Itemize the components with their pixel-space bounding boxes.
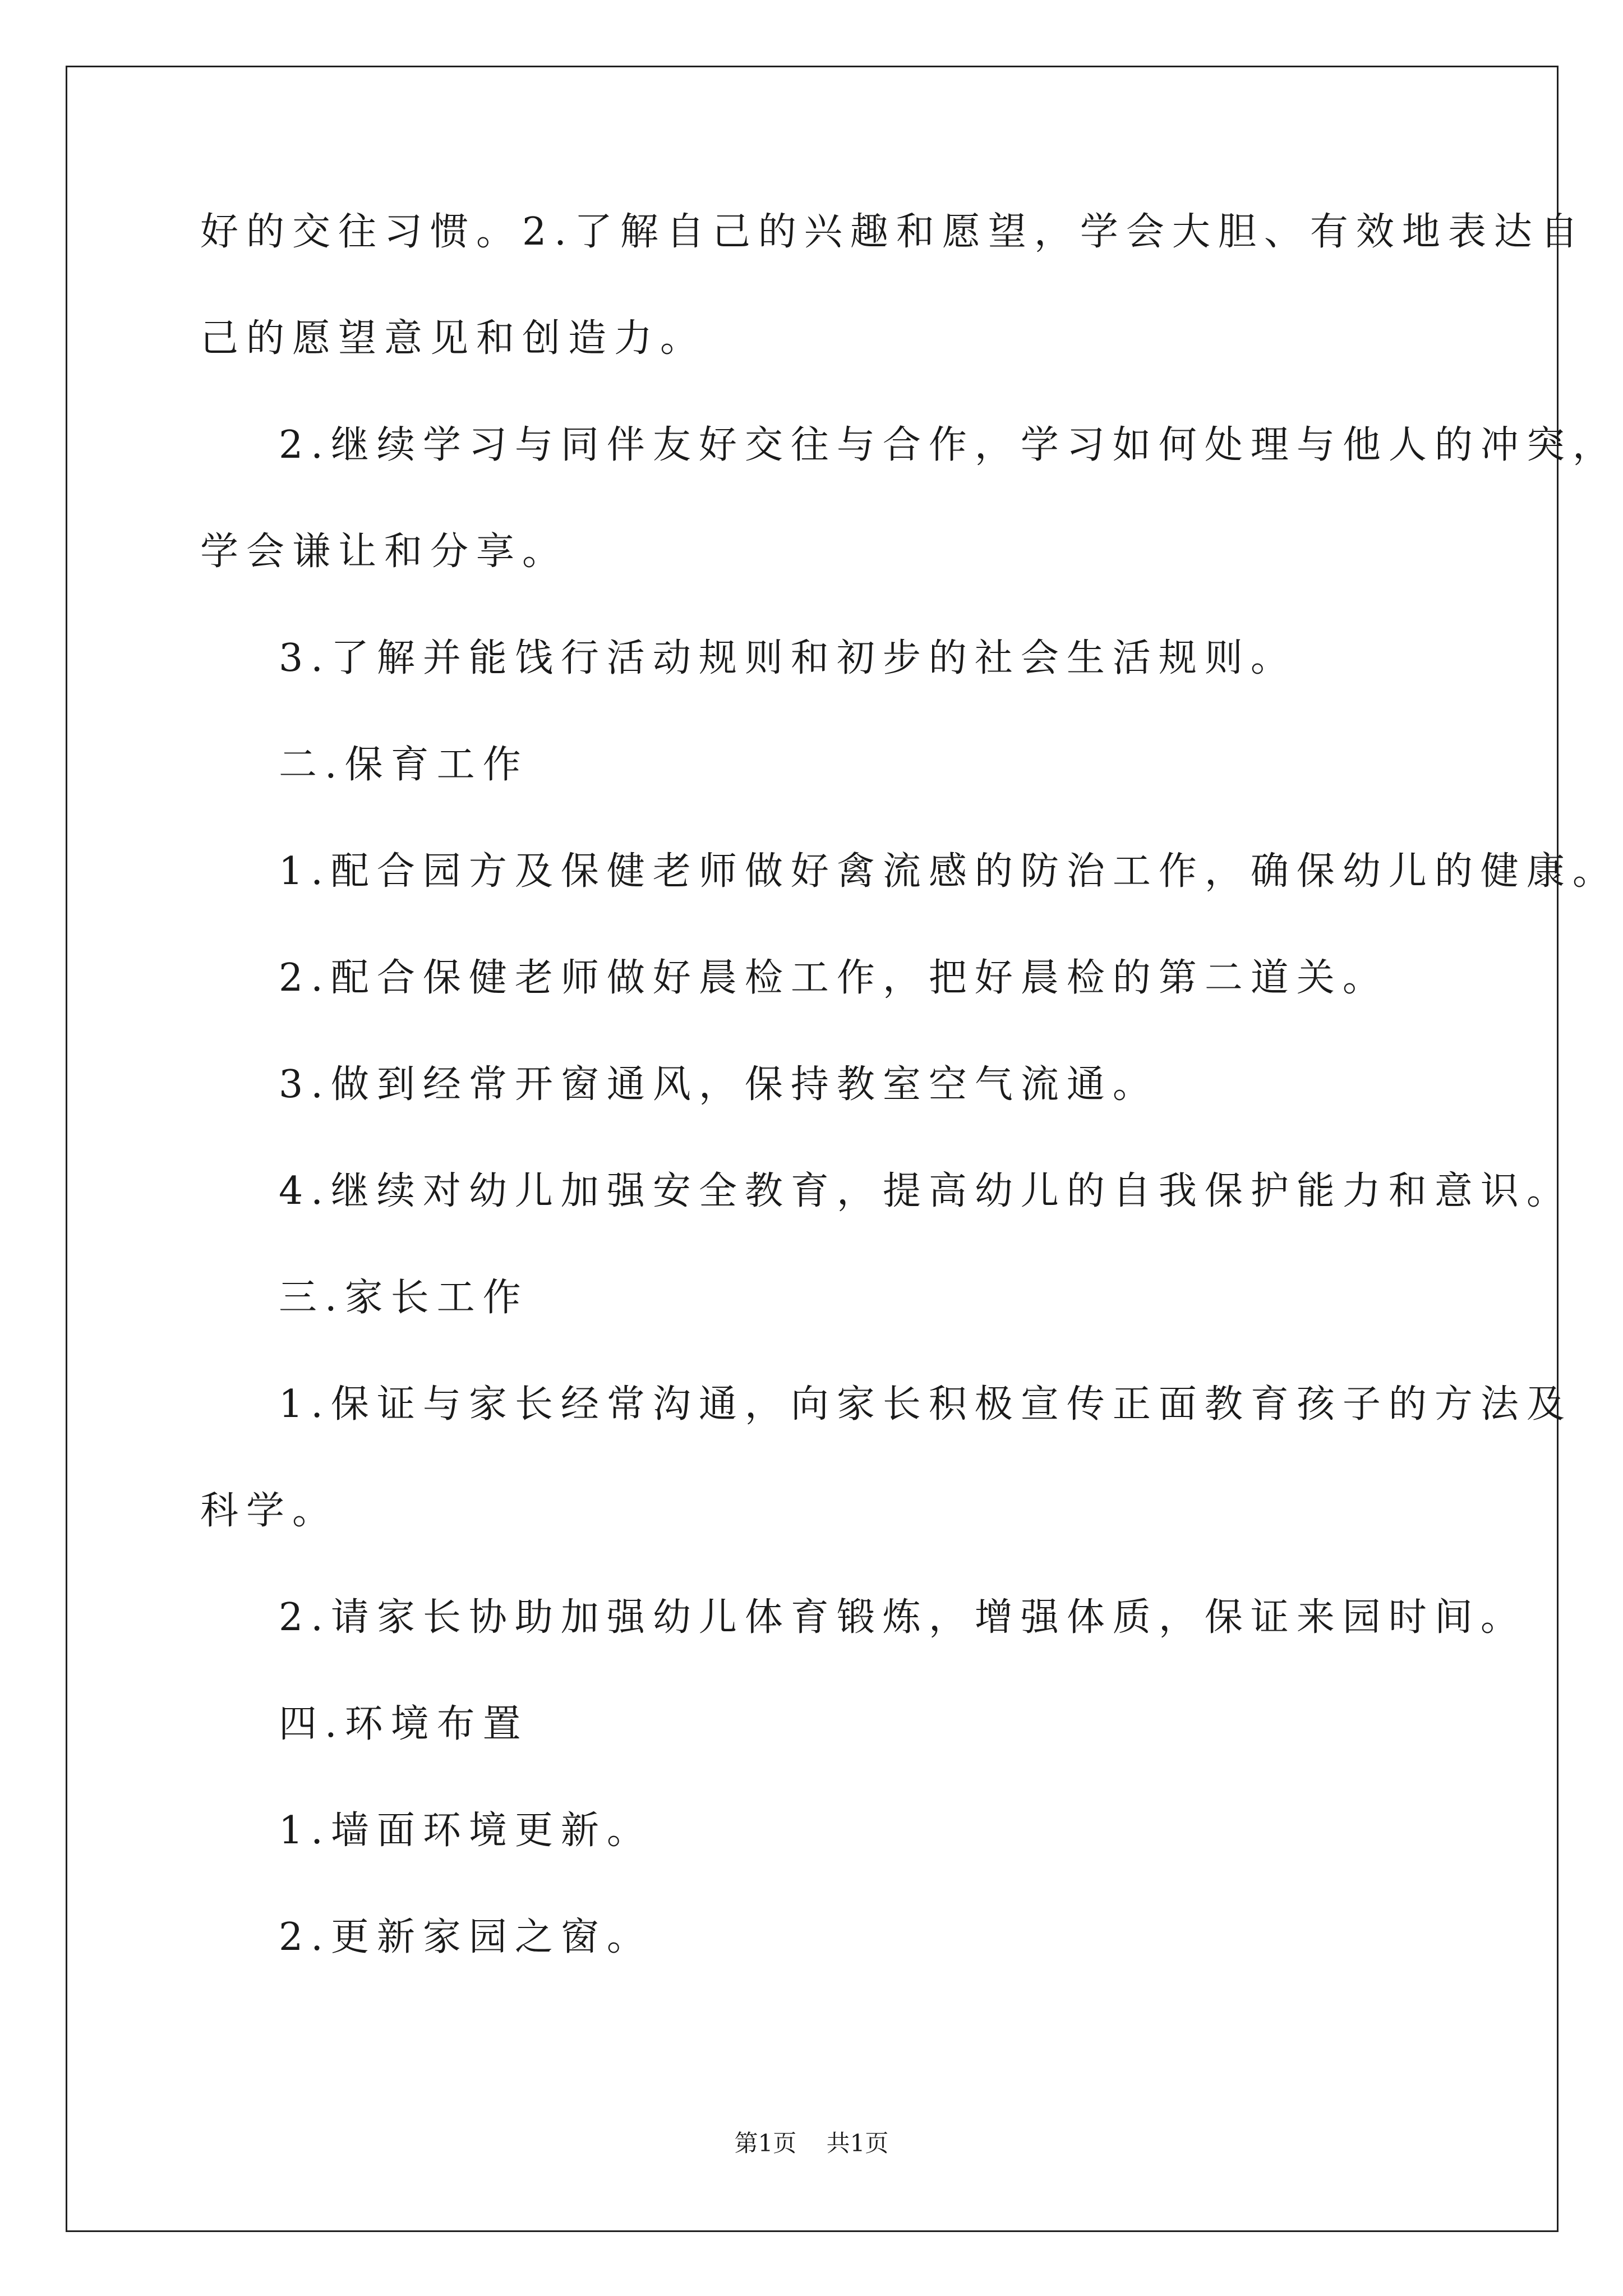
section-heading: 四.环境布置 (279, 1702, 529, 1746)
section-heading: 三.家长工作 (279, 1276, 529, 1320)
paragraph-line: 1.配合园方及保健老师做好禽流感的防治工作，确保幼儿的健康。 (279, 849, 1619, 894)
paragraph-line: 学会谦让和分享。 (200, 530, 569, 574)
paragraph-line: 2.配合保健老师做好晨检工作，把好晨检的第二道关。 (279, 956, 1389, 1000)
page-footer (0, 2129, 1623, 2157)
paragraph-line: 2.继续学习与同伴友好交往与合作，学习如何处理与他人的冲突， (279, 423, 1619, 467)
paragraph-line: 2.更新家园之窗。 (279, 1915, 653, 1959)
paragraph-line: 科学。 (200, 1489, 339, 1533)
paragraph-line: 2.请家长协助加强幼儿体育锻炼，增强体质，保证来园时间。 (279, 1595, 1527, 1640)
paragraph-line: 1.墙面环境更新。 (279, 1809, 653, 1853)
paragraph-line: 己的愿望意见和创造力。 (200, 316, 707, 361)
page-total: 共1页 (826, 2129, 889, 2157)
paragraph-line: 4.继续对幼儿加强安全教育，提高幼儿的自我保护能力和意识。 (279, 1169, 1573, 1213)
section-heading: 二.保育工作 (279, 743, 529, 787)
page-number: 第1页 (734, 2129, 797, 2157)
paragraph-line: 1.保证与家长经常沟通，向家长积极宣传正面教育孩子的方法及 (279, 1382, 1573, 1427)
paragraph-line: 3.做到经常开窗通风，保持教室空气流通。 (279, 1062, 1159, 1107)
paragraph-line: 3.了解并能饯行活动规则和初步的社会生活规则。 (279, 636, 1297, 680)
page-border (66, 66, 1559, 2232)
paragraph-line: 好的交往习惯。2.了解自己的兴趣和愿望，学会大胆、有效地表达自 (200, 210, 1586, 254)
